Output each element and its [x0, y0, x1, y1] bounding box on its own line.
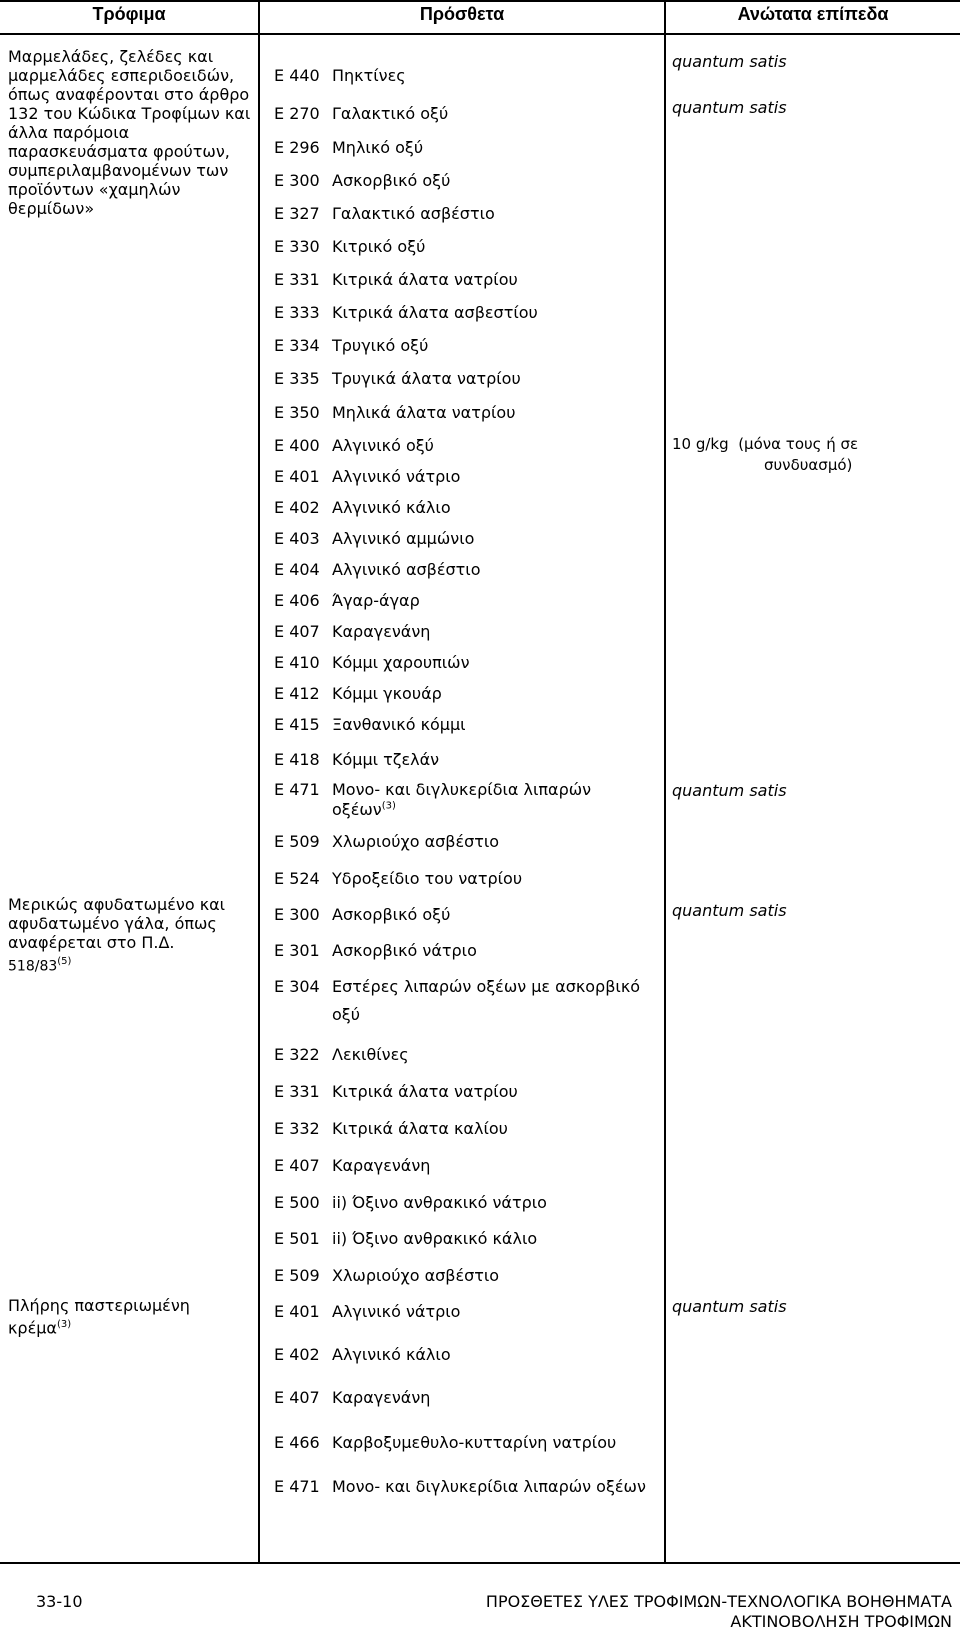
additive-code: E 407: [274, 1388, 320, 1407]
additive-code: E 330: [274, 237, 320, 256]
level-alginates: [672, 434, 952, 476]
footnote-ref: (5): [57, 956, 72, 967]
additive-name: Ασκορβικό οξύ: [332, 171, 451, 190]
additive-code: E 322: [274, 1045, 320, 1064]
additive-code: E 501: [274, 1229, 320, 1248]
additive-row: [274, 66, 406, 85]
additive-row: [274, 138, 423, 157]
additive-name: Αλγινικό νάτριο: [332, 1302, 461, 1321]
additive-code: E 401: [274, 467, 320, 486]
additive-code: E 466: [274, 1433, 320, 1452]
additive-row: [274, 1345, 451, 1364]
additive-code: E 401: [274, 1302, 320, 1321]
additive-code: E 332: [274, 1119, 320, 1138]
additive-code: E 404: [274, 560, 320, 579]
additive-code: E 418: [274, 750, 320, 769]
food-text: Πλήρης παστεριωμένη κρέμα: [8, 1296, 190, 1338]
additive-code: E 407: [274, 1156, 320, 1175]
page-number: 33-10: [36, 1592, 83, 1611]
additive-row: [274, 622, 430, 641]
level-quantum-satis: quantum satis: [672, 98, 787, 117]
additive-code: E 412: [274, 684, 320, 703]
table-bottom-border: [0, 1562, 960, 1564]
header-max-levels: Ανώτατα επίπεδα: [737, 4, 889, 24]
additive-code: E 403: [274, 529, 320, 548]
additive-code: E 331: [274, 270, 320, 289]
level-quantum-satis: quantum satis: [672, 781, 787, 800]
additive-row: [274, 832, 499, 851]
level-value: 10 g/kg: [672, 435, 729, 453]
additive-row: [274, 1156, 430, 1175]
additive-code: E 415: [274, 715, 320, 734]
additive-name: Μηλικό οξύ: [332, 138, 424, 157]
additive-code: E 509: [274, 832, 320, 851]
food-pasteurised-cream: [8, 1296, 208, 1337]
additive-code: E 335: [274, 369, 320, 388]
additive-name: Τρυγικά άλατα νατρίου: [332, 369, 521, 388]
additive-code: E 500: [274, 1193, 320, 1212]
additive-row: [274, 780, 591, 799]
additive-code: E 402: [274, 498, 320, 517]
additive-code: E 270: [274, 104, 320, 123]
additive-row: [274, 869, 522, 888]
footer-title-line1: ΠΡΟΣΘΕΤΕΣ ΥΛΕΣ ΤΡΟΦΙΜΩΝ-ΤΕΧΝΟΛΟΓΙΚΑ ΒΟΗΘΗΜΑΤΑ: [485, 1592, 952, 1611]
level-quantum-satis: quantum satis: [672, 52, 787, 71]
additive-name: Αλγινικό ασβέστιο: [332, 560, 481, 579]
additive-row: [274, 1229, 537, 1248]
additive-name: Ασκορβικό νάτριο: [332, 941, 477, 960]
additive-name-continuation: οξύ: [332, 1005, 360, 1024]
footer-title: [486, 1592, 952, 1632]
additive-name: Κιτρικά άλατα νατρίου: [332, 270, 518, 289]
level-note-cont: συνδυασμό): [764, 456, 853, 474]
table-top-border: [0, 0, 960, 2]
additive-code: E 407: [274, 622, 320, 641]
additive-row: [274, 529, 474, 548]
level-note: (μόνα τους ή σε: [738, 435, 859, 453]
column-divider-2: [664, 0, 666, 1564]
additive-name: Ασκορβικό οξύ: [332, 905, 451, 924]
additive-row: [274, 977, 640, 996]
food-dried-milk: [8, 895, 253, 976]
additive-code: E 334: [274, 336, 320, 355]
additive-name: Εστέρες λιπαρών οξέων με ασκορβικό: [332, 977, 641, 996]
additive-name: Κιτρικά άλατα καλίου: [332, 1119, 508, 1138]
additive-name: Λεκιθίνες: [332, 1045, 409, 1064]
additive-name: Καρβοξυμεθυλο-κυτταρίνη νατρίου: [332, 1433, 617, 1452]
additive-code: E 410: [274, 653, 320, 672]
footer-title-line2: ΑΚΤΙΝΟΒΟΛΗΣΗ ΤΡΟΦΙΜΩΝ: [730, 1612, 952, 1631]
header-bottom-border: [0, 33, 960, 35]
additive-name-continuation: οξέων: [332, 800, 382, 819]
additive-code: E 301: [274, 941, 320, 960]
additive-name: Κιτρικά άλατα νατρίου: [332, 1082, 518, 1101]
additive-name: ii) Όξινο ανθρακικό κάλιο: [332, 1229, 538, 1248]
additive-name: Κόμμι χαρουπιών: [332, 653, 470, 672]
food-ref: 518/83: [8, 958, 58, 975]
additive-name: Αλγινικό κάλιο: [332, 1345, 451, 1364]
additive-row: [274, 171, 450, 190]
additive-code: E 400: [274, 436, 320, 455]
additive-row: [274, 1045, 409, 1064]
additive-name: Μονο- και διγλυκερίδια λιπαρών: [332, 780, 592, 799]
additive-code: E 471: [274, 780, 320, 799]
additive-name: Αλγινικό αμμώνιο: [332, 529, 475, 548]
additive-row: [274, 1082, 518, 1101]
header-foods: Τρόφιμα: [92, 4, 166, 24]
additive-name: Ξανθανικό κόμμι: [332, 715, 466, 734]
additive-name: Άγαρ-άγαρ: [332, 591, 420, 610]
additive-row: [274, 1266, 499, 1285]
additive-name: Κόμμι τζελάν: [332, 750, 440, 769]
additive-name: Καραγενάνη: [332, 622, 431, 641]
additive-code: E 509: [274, 1266, 320, 1285]
header-additives: Πρόσθετα: [419, 4, 505, 24]
additive-row: [274, 104, 448, 123]
additive-row: [274, 303, 538, 322]
additive-row: [274, 1388, 430, 1407]
additive-row: [274, 750, 439, 769]
additive-row: [274, 591, 420, 610]
additive-code: E 331: [274, 1082, 320, 1101]
additive-name: Κιτρικά άλατα ασβεστίου: [332, 303, 538, 322]
additive-row: [274, 684, 442, 703]
additive-row: [274, 941, 477, 960]
additive-name: Γαλακτικό ασβέστιο: [332, 204, 495, 223]
additive-code: E 402: [274, 1345, 320, 1364]
additive-row: [274, 905, 450, 924]
additive-row-continuation: [274, 1005, 360, 1024]
additive-row: [274, 1477, 646, 1496]
footnote-ref: (3): [56, 1319, 72, 1330]
additive-row: [274, 1119, 508, 1138]
additive-row: [274, 436, 434, 455]
additive-name: Πηκτίνες: [332, 66, 406, 85]
additive-code: E 304: [274, 977, 320, 996]
additive-row: [274, 467, 460, 486]
additive-name: Χλωριούχο ασβέστιο: [332, 832, 500, 851]
level-quantum-satis: quantum satis: [672, 901, 787, 920]
additive-name: Κόμμι γκουάρ: [332, 684, 442, 703]
additive-row: [274, 336, 428, 355]
additive-code: E 296: [274, 138, 320, 157]
additive-name: Αλγινικό κάλιο: [332, 498, 451, 517]
additive-row: [274, 715, 466, 734]
level-quantum-satis: quantum satis: [672, 1297, 787, 1316]
footnote-ref: (3): [381, 800, 396, 812]
additive-code: E 300: [274, 171, 320, 190]
additive-name: Γαλακτικό οξύ: [332, 104, 449, 123]
additive-name: Αλγινικό νάτριο: [332, 467, 461, 486]
additive-name: Καραγενάνη: [332, 1388, 431, 1407]
additive-row: [274, 270, 518, 289]
additive-code: E 350: [274, 403, 320, 422]
food-jams: Μαρμελάδες, ζελέδες και μαρμελάδες εσπεριδοειδών, όπως αναφέρονται στο άρθρο 132 του Κώδικα Τροφίμων και άλλα παρόμοια παρασκευάσματα φρούτων, συμπεριλαμβανομένων των προϊόντων «χαμηλών θερμίδων»: [8, 47, 251, 218]
additive-name: Μηλικά άλατα νατρίου: [332, 403, 516, 422]
additive-code: E 300: [274, 905, 320, 924]
additive-row: [274, 369, 521, 388]
additive-row-continuation: [274, 800, 396, 819]
additive-row: [274, 204, 495, 223]
additive-row: [274, 1302, 460, 1321]
additive-code: E 406: [274, 591, 320, 610]
additive-code: E 524: [274, 869, 320, 888]
additive-name: Καραγενάνη: [332, 1156, 431, 1175]
additive-code: E 440: [274, 66, 320, 85]
additive-name: Μονο- και διγλυκερίδια λιπαρών οξέων: [332, 1477, 646, 1496]
additive-code: E 333: [274, 303, 320, 322]
additive-row: [274, 403, 515, 422]
food-text: Μερικώς αφυδατωμένο και αφυδατωμένο γάλα, όπως αναφέρεται στο Π.Δ.: [8, 895, 226, 952]
additive-name: Υδροξείδιο του νατρίου: [332, 869, 523, 888]
additive-row: [274, 1193, 547, 1212]
additive-name: Χλωριούχο ασβέστιο: [332, 1266, 500, 1285]
additive-row: [274, 1433, 616, 1452]
additive-code: E 471: [274, 1477, 320, 1496]
additive-row: [274, 498, 451, 517]
additive-name: Κιτρικό οξύ: [332, 237, 426, 256]
additive-name: Αλγινικό οξύ: [332, 436, 434, 455]
additive-row: [274, 560, 480, 579]
column-divider-1: [258, 0, 260, 1564]
additive-code: E 327: [274, 204, 320, 223]
additive-row: [274, 237, 425, 256]
additive-row: [274, 653, 470, 672]
additive-name: Τρυγικό οξύ: [332, 336, 429, 355]
additive-name: ii) Όξινο ανθρακικό νάτριο: [332, 1193, 547, 1212]
